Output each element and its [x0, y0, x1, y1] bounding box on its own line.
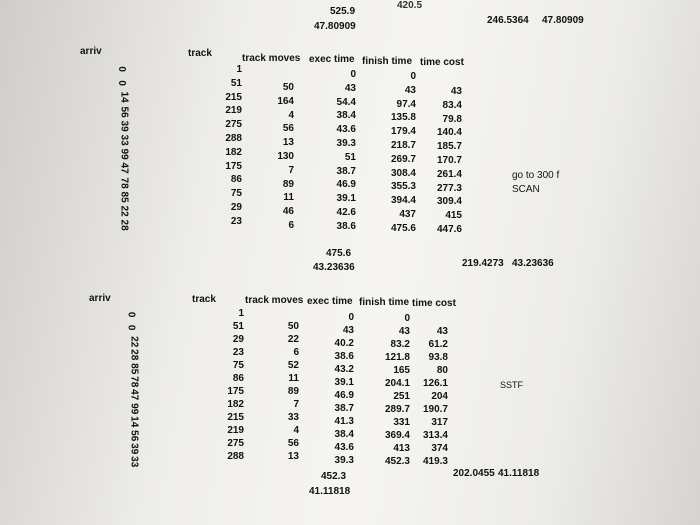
scan-track-cell: 275 — [225, 119, 242, 131]
sstf-moves-cell: 13 — [287, 451, 299, 462]
sstf-header-moves: track moves — [245, 295, 304, 306]
sstf-cost-cell: 313.4 — [422, 430, 448, 441]
sstf-moves-cell: 56 — [287, 438, 299, 449]
sstf-finish-cell: 83.2 — [390, 339, 410, 350]
scan-cost-cell: 43 — [450, 86, 462, 97]
scan-exec-cell: 38.7 — [336, 165, 356, 177]
sstf-pair-b: 41.11818 — [498, 468, 540, 479]
scan-cost-cell: 277.3 — [436, 182, 462, 194]
sstf-moves-cell: 7 — [293, 399, 299, 410]
scan-moves-cell: 11 — [283, 192, 294, 204]
sstf-track-cell: 86 — [232, 373, 244, 384]
sstf-cost-cell: 419.3 — [422, 456, 448, 467]
scan-exec-cell: 43 — [344, 82, 356, 94]
scan-finish-cell: 179.4 — [390, 126, 416, 138]
sstf-track-cell: 75 — [232, 360, 244, 371]
scan-moves-cell: 164 — [277, 95, 294, 107]
sstf-finish-cell: 43 — [398, 326, 410, 337]
scan-track-cell: 51 — [230, 77, 242, 89]
sstf-exec-cell: 43.2 — [334, 364, 354, 375]
sstf-track-cell: 219 — [227, 425, 244, 436]
scan-arriv-cell: 78 — [118, 177, 130, 189]
sstf-arriv-cell: 39 — [128, 443, 140, 455]
scan-header-exec: exec time — [309, 54, 355, 65]
scan-exec-cell: 46.9 — [336, 179, 356, 191]
sstf-exec-column — [326, 311, 354, 467]
scan-track-cell: 219 — [225, 105, 242, 117]
scan-exec-cell: 38.4 — [336, 110, 356, 122]
scan-finish-cell: 355.3 — [390, 181, 416, 193]
sstf-track-cell: 51 — [232, 321, 244, 332]
sstf-moves-cell: 22 — [287, 334, 299, 345]
sstf-track-cell: 1 — [238, 308, 244, 319]
clipped-value: 420.5 — [397, 0, 423, 11]
sstf-exec-cell: 39.3 — [334, 455, 354, 466]
scan-finish-cell: 97.4 — [396, 98, 416, 110]
sstf-track-cell: 215 — [227, 412, 244, 423]
sstf-arriv-cell: 99 — [128, 402, 140, 414]
scan-header-cost: time cost — [420, 57, 464, 68]
scan-track-column — [212, 63, 242, 229]
scan-arriv-label: arriv — [80, 46, 102, 57]
sstf-arriv-cell: 33 — [128, 456, 140, 468]
sstf-cost-cell: 93.8 — [428, 352, 448, 363]
sstf-finish-cell: 121.8 — [384, 352, 410, 363]
sstf-cost-column — [418, 325, 448, 468]
scan-arriv-cell: 99 — [118, 148, 130, 160]
scan-finish-cell: 475.6 — [390, 222, 416, 234]
top-value-2: 47.80909 — [314, 21, 356, 32]
scan-exec-cell: 39.1 — [336, 193, 356, 205]
scan-arriv-cell: 14 — [118, 91, 130, 104]
scan-track-cell: 182 — [225, 146, 242, 158]
scan-moves-cell: 56 — [282, 123, 294, 135]
sstf-moves-cell: 11 — [288, 373, 299, 384]
sstf-finish-cell: 289.7 — [384, 404, 410, 415]
scan-arriv-cell: 33 — [118, 134, 130, 146]
scan-arriv-cell: 39 — [118, 120, 130, 132]
sstf-track-cell: 23 — [232, 347, 244, 358]
sstf-moves-cell: 4 — [293, 425, 299, 436]
sstf-arriv-cell: 47 — [128, 389, 140, 401]
sstf-arriv-cell: 0 — [125, 311, 137, 318]
scan-note-go-to: go to 300 f — [512, 170, 560, 181]
scan-pair-a: 219.4273 — [462, 258, 504, 269]
scan-exec-cell: 54.4 — [336, 96, 356, 108]
sstf-arriv-cell: 0 — [125, 325, 137, 331]
sstf-pair-a: 202.0455 — [453, 468, 495, 479]
scan-track-cell: 175 — [225, 160, 242, 172]
sstf-finish-cell: 251 — [393, 391, 410, 402]
sstf-track-column — [214, 307, 244, 463]
sstf-avg: 41.11818 — [309, 486, 351, 497]
sstf-finish-cell: 413 — [393, 443, 410, 454]
scan-header-track: track — [188, 48, 212, 59]
scan-moves-cell: 130 — [277, 150, 294, 162]
sstf-track-cell: 29 — [232, 334, 244, 345]
sstf-cost-cell: 43 — [436, 326, 448, 337]
scan-moves-cell: 50 — [282, 82, 294, 93]
scan-track-cell: 215 — [225, 91, 242, 103]
scan-avg: 43.23636 — [313, 262, 355, 273]
sstf-exec-cell: 40.2 — [334, 338, 354, 349]
scan-track-cell: 23 — [230, 215, 242, 227]
scan-arriv-column — [115, 62, 134, 232]
scan-exec-cell: 0 — [350, 69, 356, 80]
scan-exec-cell: 39.3 — [336, 137, 356, 149]
scan-cost-cell: 140.4 — [436, 127, 462, 139]
scan-arriv-cell: 28 — [118, 219, 130, 231]
sstf-exec-cell: 38.4 — [334, 429, 354, 440]
scan-arriv-cell: 85 — [118, 191, 130, 203]
scan-exec-column — [328, 68, 356, 234]
scan-track-cell: 86 — [230, 174, 242, 186]
sstf-cost-cell: 126.1 — [422, 378, 448, 389]
scan-pair-b: 43.23636 — [512, 258, 554, 269]
scan-header-moves: track moves — [242, 53, 301, 64]
scan-moves-cell: 6 — [288, 219, 294, 231]
scan-finish-cell: 135.8 — [390, 112, 416, 124]
sstf-header-finish: finish time — [359, 297, 410, 308]
sstf-arriv-column — [125, 308, 144, 469]
sstf-exec-cell: 0 — [348, 312, 354, 323]
sstf-arriv-cell: 22 — [128, 335, 140, 348]
scan-moves-column — [270, 81, 294, 233]
scan-finish-cell: 394.4 — [390, 195, 416, 207]
scan-cost-cell: 447.6 — [436, 223, 462, 235]
scan-finish-cell: 218.7 — [390, 139, 416, 151]
sstf-note-label: SSTF — [500, 380, 524, 390]
scan-moves-cell: 4 — [288, 109, 294, 121]
sstf-cost-cell: 317 — [431, 417, 448, 428]
scan-moves-cell: 7 — [288, 164, 294, 176]
sstf-moves-cell: 50 — [287, 321, 299, 332]
scan-exec-cell: 43.6 — [336, 124, 356, 136]
sstf-finish-cell: 452.3 — [384, 456, 410, 467]
sstf-track-cell: 275 — [227, 438, 244, 449]
scan-arriv-cell: 56 — [118, 106, 130, 118]
scan-cost-cell: 185.7 — [436, 141, 462, 153]
sstf-exec-cell: 41.3 — [334, 416, 354, 427]
scan-track-cell: 75 — [230, 188, 242, 200]
sstf-exec-cell: 46.9 — [334, 390, 354, 401]
sstf-moves-cell: 33 — [287, 412, 299, 423]
scan-header-finish: finish time — [362, 56, 413, 67]
scan-moves-cell: 89 — [282, 178, 294, 190]
scan-track-cell: 1 — [236, 64, 242, 75]
scan-finish-cell: 269.7 — [390, 153, 416, 165]
sstf-exec-cell: 43 — [342, 325, 354, 336]
sstf-finish-cell: 369.4 — [384, 430, 410, 441]
sstf-sum: 452.3 — [321, 471, 347, 482]
sstf-exec-cell: 39.1 — [334, 377, 354, 388]
top-value-1: 525.9 — [330, 6, 356, 17]
scan-cost-cell: 79.8 — [442, 113, 462, 125]
sstf-cost-cell: 204 — [431, 391, 448, 402]
sstf-arriv-cell: 14 — [128, 416, 140, 428]
scan-finish-column — [384, 70, 416, 236]
scan-arriv-cell: 22 — [118, 205, 130, 217]
scan-exec-cell: 51 — [344, 151, 356, 163]
scan-track-cell: 288 — [225, 132, 242, 144]
scan-arriv-cell: 0 — [115, 66, 127, 72]
sstf-arriv-cell: 56 — [128, 429, 140, 441]
scan-cost-cell: 261.4 — [436, 168, 462, 180]
scan-finish-cell: 0 — [410, 71, 416, 82]
scan-exec-cell: 42.6 — [336, 206, 356, 218]
sstf-cost-cell: 80 — [436, 365, 448, 376]
sstf-moves-cell: 89 — [287, 386, 299, 397]
scan-finish-cell: 43 — [404, 84, 416, 96]
scan-sum: 475.6 — [326, 248, 352, 259]
sstf-arriv-cell: 85 — [128, 362, 140, 374]
scan-cost-column — [432, 85, 462, 237]
sstf-finish-column — [378, 312, 410, 468]
sstf-header-cost: time cost — [412, 298, 456, 309]
sstf-moves-cell: 52 — [287, 360, 299, 371]
sstf-finish-cell: 0 — [404, 313, 410, 324]
sstf-header-track: track — [192, 294, 216, 305]
sstf-exec-cell: 38.6 — [334, 351, 354, 362]
scan-exec-cell: 38.6 — [336, 220, 356, 232]
sstf-exec-cell: 43.6 — [334, 442, 354, 453]
scan-arriv-cell: 0 — [115, 80, 127, 87]
sstf-exec-cell: 38.7 — [334, 403, 354, 414]
sstf-track-cell: 175 — [227, 386, 244, 397]
scan-arriv-cell: 47 — [118, 162, 130, 174]
sstf-finish-cell: 331 — [393, 417, 410, 428]
top-pair-a: 246.5364 — [487, 15, 529, 26]
sstf-header-exec: exec time — [307, 296, 353, 307]
sstf-track-cell: 288 — [227, 451, 244, 462]
sstf-finish-cell: 165 — [393, 365, 410, 376]
sstf-arriv-cell: 28 — [128, 349, 140, 361]
sstf-arriv-label: arriv — [89, 293, 111, 304]
sstf-arriv-cell: 78 — [128, 376, 140, 388]
sstf-track-cell: 182 — [227, 399, 244, 410]
scan-cost-cell: 170.7 — [436, 154, 462, 166]
scan-cost-cell: 309.4 — [436, 196, 462, 208]
scan-moves-cell: 46 — [282, 206, 294, 218]
scan-track-cell: 29 — [230, 201, 242, 213]
top-pair-b: 47.80909 — [542, 15, 584, 26]
scan-note-label: SCAN — [512, 184, 540, 195]
scan-moves-cell: 13 — [282, 137, 294, 149]
sstf-cost-cell: 190.7 — [422, 404, 448, 415]
scan-finish-cell: 308.4 — [390, 167, 416, 179]
sstf-cost-cell: 61.2 — [428, 339, 448, 350]
scan-finish-cell: 437 — [399, 208, 416, 220]
sstf-moves-cell: 6 — [293, 347, 299, 358]
sstf-moves-column — [275, 320, 299, 463]
scan-cost-cell: 415 — [445, 210, 462, 222]
scan-cost-cell: 83.4 — [442, 99, 462, 111]
sstf-cost-cell: 374 — [431, 443, 448, 454]
sstf-finish-cell: 204.1 — [384, 378, 410, 389]
